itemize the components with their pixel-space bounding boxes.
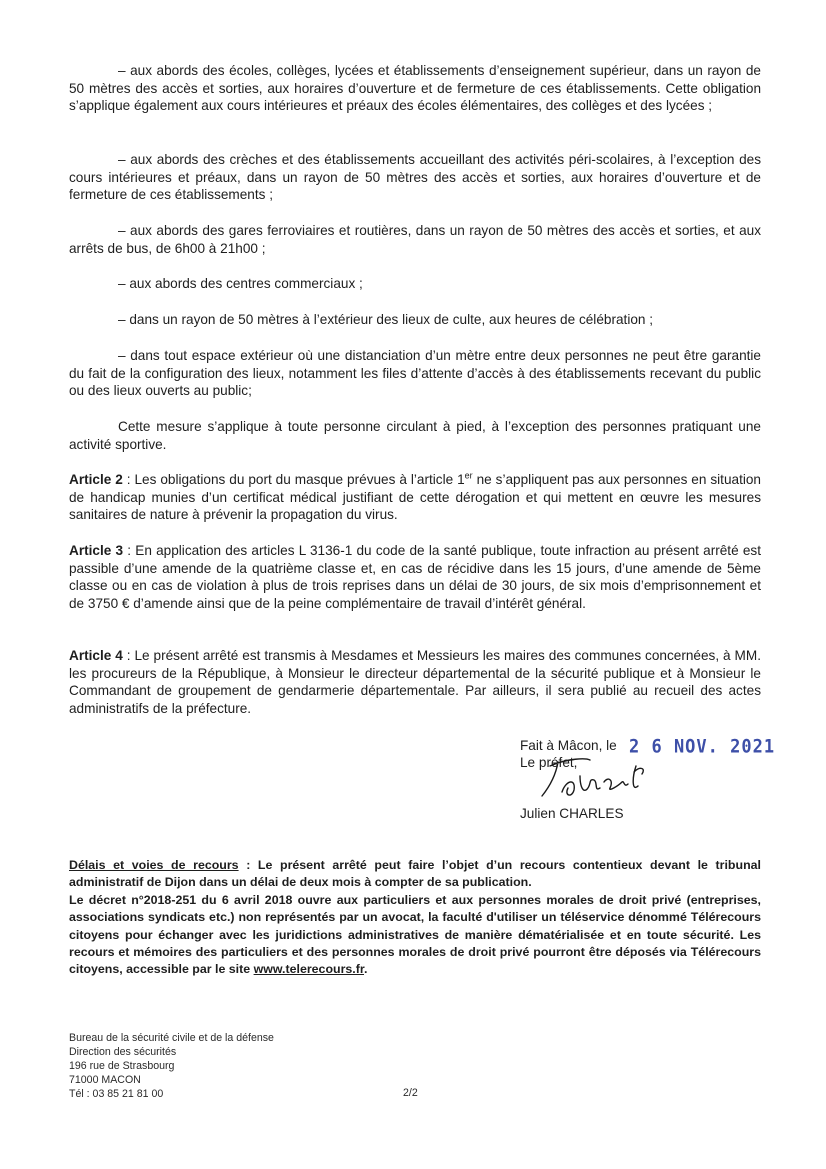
article-3-text: : En application des articles L 3136-1 du code de la santé publique, toute infraction au présent arrêté est passible d’une amende de la quatrième classe et, en cas de récidive dans les 15 jours, d’une amende de 5ème classe ou en cas de violation à plus de trois reprises dans un délai de 30 jours, de six mois d’emprisonnement et de 3750 € d’amende ainsi que de la peine complémentaire de travail d’intérêt général. — [69, 543, 761, 611]
decree-text: Le décret n°2018-251 du 6 avril 2018 ouvre aux particuliers et aux personnes morales de droit privé (entreprises, associations syndicats etc.) non représentés par un avocat, la faculté d'utiliser un téléservice dénommé Télérecours citoyens pour échanger avec les juridictions administratives de manière dématérialisée et en toute sécurité. Les recours et mémoires des particuliers et des personnes morales de droit privé pourront être déposés via Télérecours citoyens, accessible par le site — [69, 892, 761, 977]
appeal-notice-label: Délais et voies de recours — [69, 858, 239, 872]
date-stamp: 2 6 NOV. 2021 — [629, 736, 776, 758]
footer-city: 71000 MACON — [69, 1074, 141, 1087]
article-2-text-end: ne s’appliquent pas aux personnes en situation de handicap munies d’un certificat médical justifiant de cette dérogation et qui mettent en œuvre les mesures sanitaires de nature à prévenir la propagation du virus. — [69, 472, 761, 523]
article-2-text-start: : Les obligations du port du masque prévues à l’article 1 — [122, 472, 465, 487]
paragraph-places-of-worship: – dans un rayon de 50 mètres à l’extérieur des lieux de culte, aux heures de célébration ; — [118, 312, 654, 327]
footer-office: Bureau de la sécurité civile et de la défense — [69, 1032, 274, 1044]
signatory-title: Le préfet, — [520, 755, 578, 770]
paragraph-outdoor-spaces: – dans tout espace extérieur où une distanciation d’un mètre entre deux personnes ne peut être garantie du fait de la configuration des lieux, notamment les files d’attente d’accès à des établissements recevant du public ou des lieux ouverts au public; — [69, 348, 761, 399]
article-4-text: : Le présent arrêté est transmis à Mesdames et Messieurs les maires des communes concernées, à MM. les procureurs de la République, à Monsieur le directeur départemental de la sécurité publique et à Monsieur le Commandant de groupement de gendarmerie départementale. Par ailleurs, il sera publié au recueil des actes administratifs de la préfecture. — [69, 648, 761, 716]
article-3 — [69, 542, 761, 612]
footer-direction: Direction des sécurités — [69, 1046, 177, 1059]
article-4 — [69, 647, 761, 717]
appeal-notice-text: : Le présent arrêté peut faire l’objet d’un recours contentieux devant le tribunal administratif de Dijon dans un délai de deux mois à compter de sa publication. — [69, 858, 761, 890]
article-4-label: Article 4 — [69, 648, 123, 663]
paragraph-stations: – aux abords des gares ferroviaires et routières, dans un rayon de 50 mètres des accès et sorties, et aux arrêts de bus, de 6h00 à 21h00 ; — [69, 223, 761, 256]
footer-street: 196 rue de Strasbourg — [69, 1060, 175, 1073]
paragraph-schools: – aux abords des écoles, collèges, lycées et établissements d’enseignement supérieur, dans un rayon de 50 mètres des accès et sorties, aux horaires d’ouverture et de fermeture de ces établissements. Cette obligation s’applique également aux cours intérieures et préaux des écoles élémentaires, des collèges et des lycées ; — [69, 63, 761, 114]
paragraph-scope: Cette mesure s’applique à toute personne circulant à pied, à l’exception des personnes pratiquant une activité sportive. — [69, 419, 761, 452]
paragraph-creches: – aux abords des crèches et des établissements accueillant des activités péri-scolaires, à l’exception des cours intérieures et préaux, dans un rayon de 50 mètres des accès et sorties, aux horaires d’ouverture et de fermeture de ces établissements ; — [69, 152, 761, 203]
appeal-notice — [69, 857, 761, 979]
article-2 — [69, 471, 761, 524]
page-number: 2/2 — [403, 1087, 418, 1099]
signature-place: Fait à Mâcon, le — [520, 738, 617, 753]
article-2-label: Article 2 — [69, 472, 123, 487]
handwritten-signature — [528, 752, 668, 810]
footer-phone: Tél : 03 85 21 81 00 — [69, 1088, 164, 1101]
article-3-label: Article 3 — [69, 543, 124, 558]
telerecours-link[interactable]: www.telerecours.fr — [253, 962, 365, 977]
article-2-superscript: er — [464, 470, 473, 481]
footer-address — [69, 1031, 274, 1101]
decree-text-end: . — [364, 962, 368, 977]
paragraph-shopping-centers: – aux abords des centres commerciaux ; — [118, 276, 363, 291]
signatory-name: Julien CHARLES — [520, 806, 624, 821]
